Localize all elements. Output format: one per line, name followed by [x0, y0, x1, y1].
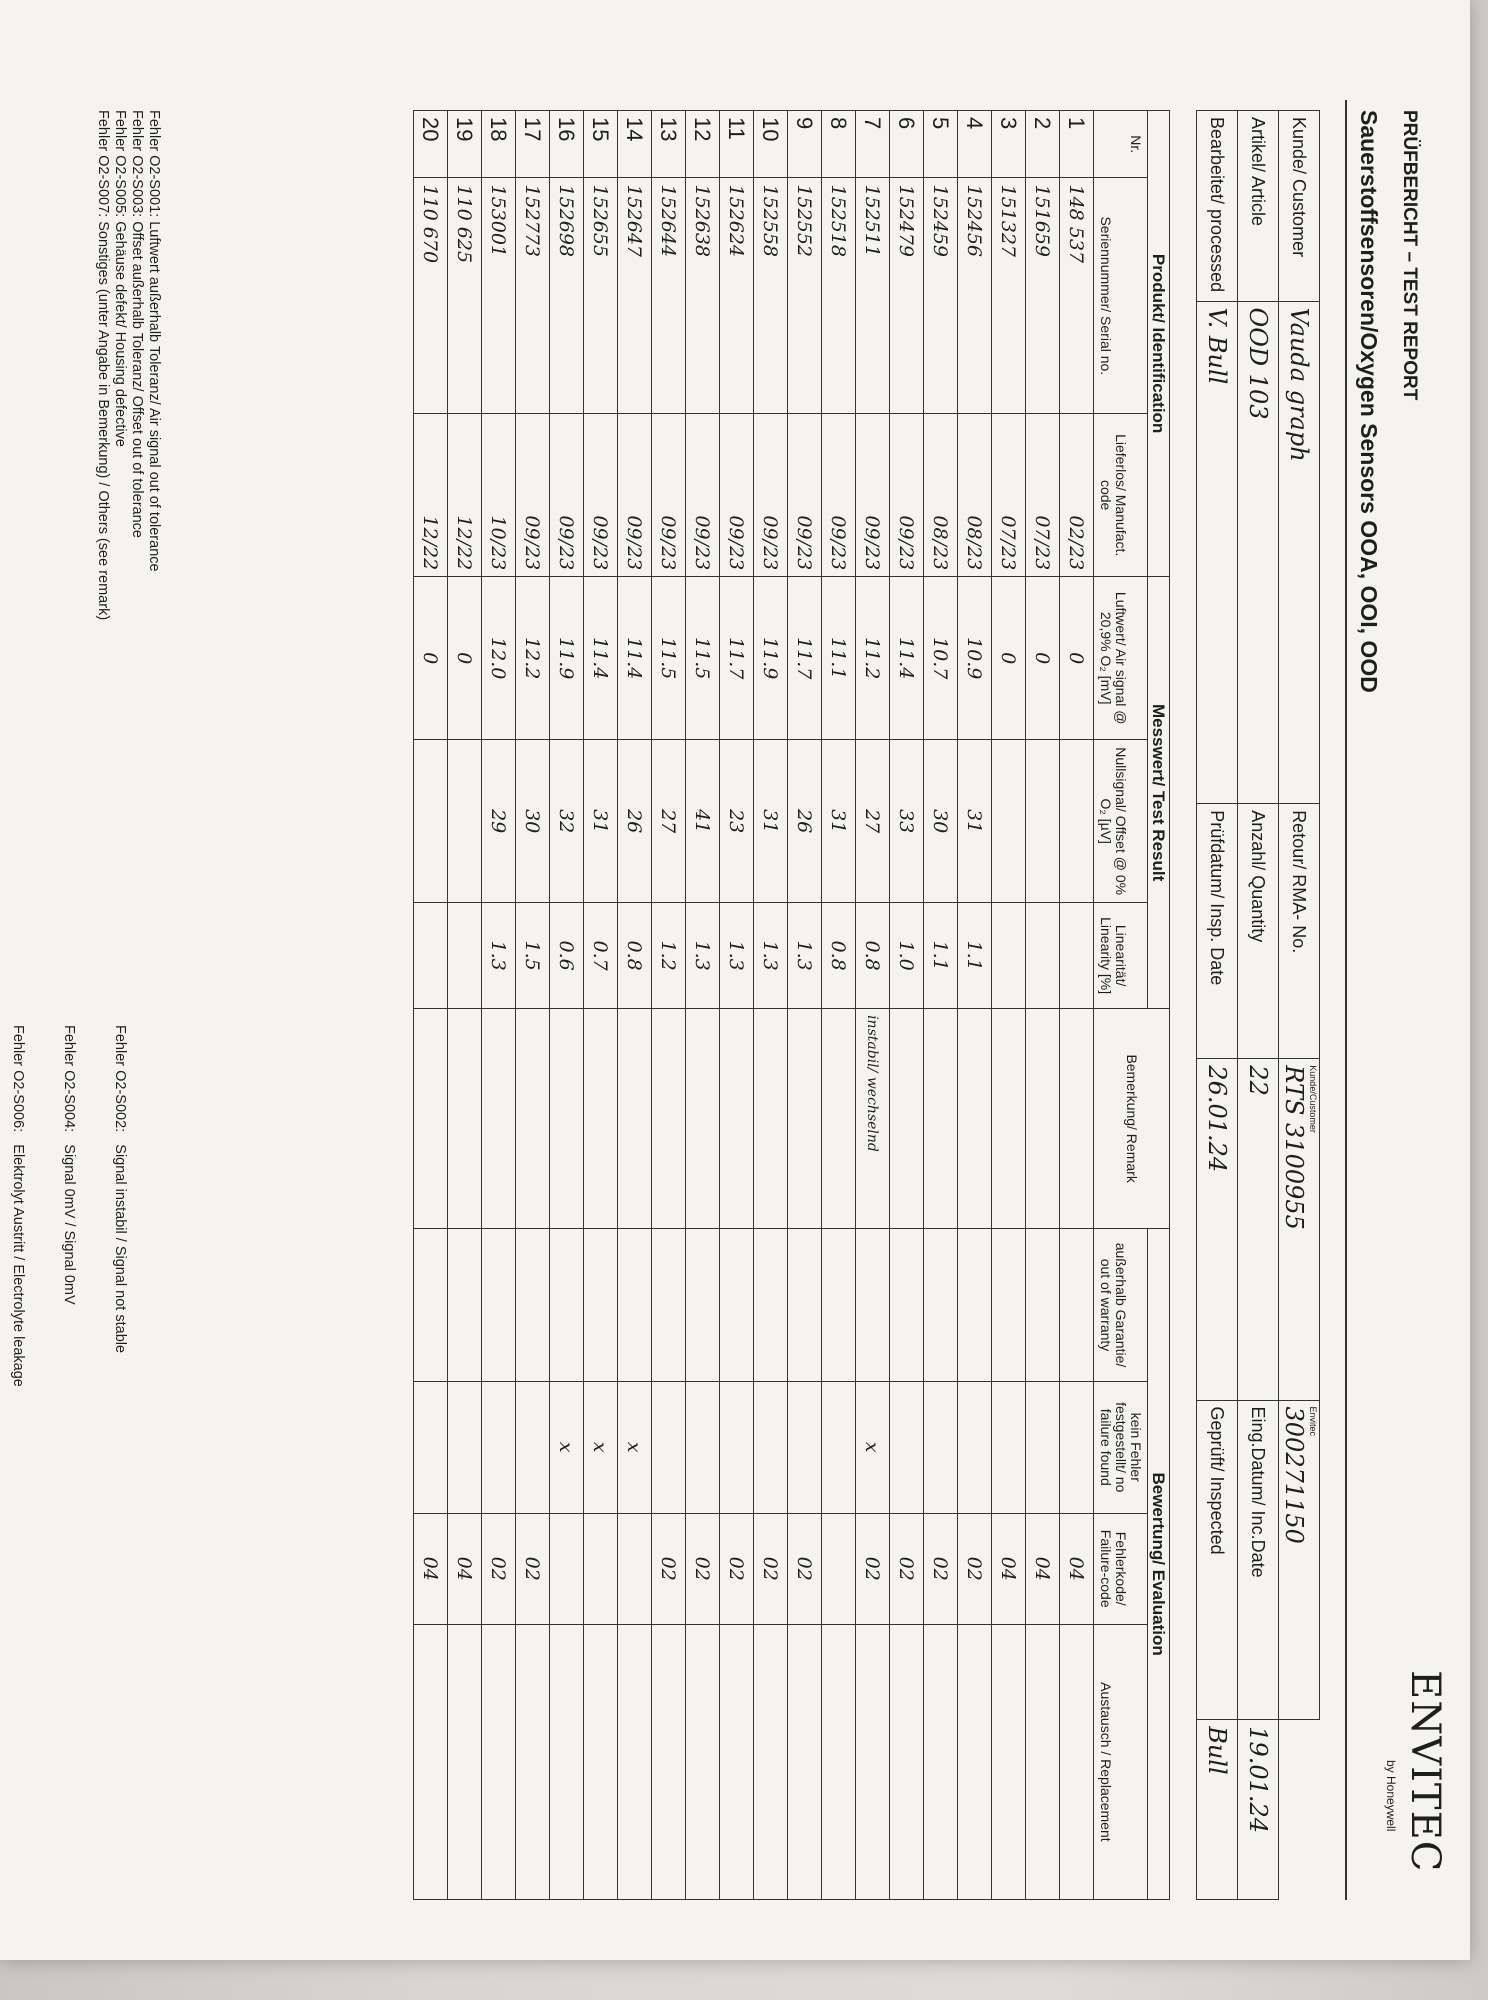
remark-cell [414, 1009, 448, 1229]
remark-cell [618, 1009, 652, 1229]
customer-value: Vauda graph [1279, 301, 1320, 804]
legend-right [0, 1025, 162, 1387]
incdate-value: 19.01.24 [1238, 1720, 1279, 1900]
table-row [482, 111, 516, 1900]
serial-cell: 152558 [754, 178, 788, 414]
air-signal-cell: 11.4 [618, 577, 652, 740]
serial-cell: 110 625 [448, 178, 482, 414]
serial-cell: 151327 [992, 178, 1026, 414]
air-signal-cell: 11.4 [584, 577, 618, 740]
table-row [448, 111, 482, 1900]
air-signal-cell: 0 [1026, 577, 1060, 740]
no-failure-cell [1026, 1381, 1060, 1513]
linearity-cell: 0.8 [856, 903, 890, 1009]
remark-cell [448, 1009, 482, 1229]
serial-cell: 152647 [618, 178, 652, 414]
out-of-warranty-cell [788, 1229, 822, 1382]
manufact-cell: 09/23 [720, 414, 754, 577]
remark-cell [958, 1009, 992, 1229]
no-failure-cell [686, 1381, 720, 1513]
air-signal-cell: 11.5 [686, 577, 720, 740]
manufact-cell: 09/23 [822, 414, 856, 577]
results-table [413, 110, 1170, 1900]
out-of-warranty-cell [890, 1229, 924, 1382]
rma-envitec-cell [1279, 1400, 1320, 1720]
remark-cell [1026, 1009, 1060, 1229]
table-row [992, 111, 1026, 1900]
row-number: 15 [584, 111, 618, 178]
failure-code-cell: 02 [482, 1513, 516, 1624]
remark-cell [924, 1009, 958, 1229]
replacement-cell [652, 1624, 686, 1899]
serial-cell: 148 537 [1060, 178, 1094, 414]
air-signal-cell: 0 [414, 577, 448, 740]
offset-cell: 31 [822, 740, 856, 903]
brand-subtitle: by Honeywell [1384, 1760, 1398, 1832]
replacement-cell [924, 1624, 958, 1899]
incdate-label: Eing.Datum/ Inc.Date [1238, 1400, 1279, 1720]
out-of-warranty-cell [720, 1229, 754, 1382]
manufact-cell: 08/23 [924, 414, 958, 577]
offset-cell: 33 [890, 740, 924, 903]
replacement-cell [958, 1624, 992, 1899]
linearity-cell: 1.3 [788, 903, 822, 1009]
serial-cell: 152479 [890, 178, 924, 414]
serial-cell: 152638 [686, 178, 720, 414]
linearity-cell: 0.7 [584, 903, 618, 1009]
rma-customer-small-label: Kunde/Customer [1308, 1065, 1318, 1133]
manufact-cell: 02/23 [1060, 414, 1094, 577]
failure-code-cell: 02 [754, 1513, 788, 1624]
rma-customer-value: RTS 3100955 [1280, 1065, 1308, 1230]
replacement-cell [1060, 1624, 1094, 1899]
linearity-cell: 1.0 [890, 903, 924, 1009]
customer-label: Kunde/ Customer [1279, 111, 1320, 302]
quantity-value: 22 [1238, 1059, 1279, 1400]
linearity-cell [1060, 903, 1094, 1009]
brand-logo: ENVITEC [1402, 1670, 1448, 1873]
replacement-cell [1026, 1624, 1060, 1899]
legend-s007: Fehler O2-S007: Sonstiges (unter Angabe in Bemerkung) / Others (see remark) [95, 110, 111, 621]
manufact-cell: 09/23 [754, 414, 788, 577]
air-signal-cell: 11.9 [754, 577, 788, 740]
linearity-cell: 1.5 [516, 903, 550, 1009]
failure-code-cell: 02 [516, 1513, 550, 1624]
offset-cell: 31 [584, 740, 618, 903]
table-row [1026, 111, 1060, 1900]
offset-cell [448, 740, 482, 903]
remark-cell [754, 1009, 788, 1229]
replacement-cell [754, 1624, 788, 1899]
failure-code-cell [584, 1513, 618, 1624]
header-table [1196, 110, 1320, 1900]
serial-cell: 151659 [1026, 178, 1060, 414]
out-of-warranty-cell [414, 1229, 448, 1382]
remark-cell: instabil/ wechselnd [856, 1009, 890, 1229]
row-number: 8 [822, 111, 856, 178]
no-failure-cell [924, 1381, 958, 1513]
serial-header: Seriennummer/ Serial no. [1094, 178, 1148, 414]
no-failure-cell [482, 1381, 516, 1513]
failure-code-cell [618, 1513, 652, 1624]
row-number: 9 [788, 111, 822, 178]
linearity-cell: 1.2 [652, 903, 686, 1009]
offset-cell: 26 [788, 740, 822, 903]
manufact-cell: 12/22 [414, 414, 448, 577]
serial-cell: 152624 [720, 178, 754, 414]
manufact-cell: 09/23 [686, 414, 720, 577]
remark-cell [686, 1009, 720, 1229]
replacement-cell [856, 1624, 890, 1899]
manufact-cell: 07/23 [1026, 414, 1060, 577]
air-signal-cell: 11.9 [550, 577, 584, 740]
air-signal-cell: 0 [448, 577, 482, 740]
replacement-cell [890, 1624, 924, 1899]
no-failure-cell: x [584, 1381, 618, 1513]
manufact-cell: 07/23 [992, 414, 1026, 577]
remark-cell [482, 1009, 516, 1229]
processed-label: Bearbeitet/ processed [1197, 111, 1238, 302]
remark-cell [720, 1009, 754, 1229]
row-number: 3 [992, 111, 1026, 178]
linearity-cell: 0.6 [550, 903, 584, 1009]
offset-header: Nullsignal/ Offset @ 0% O₂ [µV] [1094, 740, 1148, 903]
failure-code-cell [822, 1513, 856, 1624]
failure-code-cell: 04 [414, 1513, 448, 1624]
out-of-warranty-cell [856, 1229, 890, 1382]
failure-code-cell: 02 [720, 1513, 754, 1624]
offset-cell: 29 [482, 740, 516, 903]
row-number: 13 [652, 111, 686, 178]
replacement-cell [686, 1624, 720, 1899]
serial-cell: 152456 [958, 178, 992, 414]
report-subtitle: Sauerstoffsensoren/Oxygen Sensors OOA, OOI, OOD [1356, 110, 1382, 693]
offset-cell: 27 [652, 740, 686, 903]
legend-s001: Fehler O2-S001: Luftwert außerhalb Toleranz/ Air signal out of tolerance [146, 110, 162, 572]
remark-cell [822, 1009, 856, 1229]
no-failure-cell [720, 1381, 754, 1513]
row-number: 1 [1060, 111, 1094, 178]
replacement-cell [414, 1624, 448, 1899]
inspdate-label: Prüfdatum/ Insp. Date [1197, 804, 1238, 1059]
out-of-warranty-cell [448, 1229, 482, 1382]
offset-cell [1060, 740, 1094, 903]
linearity-cell: 0.8 [822, 903, 856, 1009]
remark-cell [584, 1009, 618, 1229]
replacement-header: Austausch / Replacement [1094, 1624, 1148, 1899]
table-row [788, 111, 822, 1900]
out-of-warranty-cell [686, 1229, 720, 1382]
table-row [550, 111, 584, 1900]
processed-value: V. Bull [1197, 301, 1238, 804]
failure-code-cell: 02 [890, 1513, 924, 1624]
offset-cell [992, 740, 1026, 903]
manufact-cell: 09/23 [652, 414, 686, 577]
table-row [720, 111, 754, 1900]
remark-cell [1060, 1009, 1094, 1229]
row-number: 2 [1026, 111, 1060, 178]
out-of-warranty-cell [482, 1229, 516, 1382]
failure-code-cell: 04 [1026, 1513, 1060, 1624]
out-of-warranty-cell [822, 1229, 856, 1382]
table-row [754, 111, 788, 1900]
air-signal-cell: 10.9 [958, 577, 992, 740]
serial-cell: 152459 [924, 178, 958, 414]
row-number: 12 [686, 111, 720, 178]
row-number: 10 [754, 111, 788, 178]
legend-s005: Fehler O2-S005: Gehäuse defekt/ Housing defective [112, 110, 128, 447]
offset-cell [1026, 740, 1060, 903]
no-failure-header: kein Fehler festgestellt/ no failure found [1094, 1381, 1148, 1513]
row-number: 20 [414, 111, 448, 178]
legend-s004: Fehler O2-S004: Signal 0mV / Signal 0mV [61, 1025, 77, 1305]
no-failure-cell: x [550, 1381, 584, 1513]
serial-cell: 152655 [584, 178, 618, 414]
replacement-cell [992, 1624, 1026, 1899]
no-failure-cell [992, 1381, 1026, 1513]
failure-code-cell: 02 [788, 1513, 822, 1624]
serial-cell: 152644 [652, 178, 686, 414]
no-failure-cell [822, 1381, 856, 1513]
no-failure-cell [414, 1381, 448, 1513]
air-signal-cell: 11.7 [720, 577, 754, 740]
air-signal-cell: 10.7 [924, 577, 958, 740]
group-product-header: Produkt/ Identification [1148, 111, 1170, 577]
serial-cell: 153001 [482, 178, 516, 414]
out-of-warranty-header: außerhalb Garantie/ out of warranty [1094, 1229, 1148, 1382]
rma-envitec-small-label: Envitec [1308, 1406, 1318, 1437]
offset-cell: 32 [550, 740, 584, 903]
row-number: 19 [448, 111, 482, 178]
table-row [822, 111, 856, 1900]
no-failure-cell [516, 1381, 550, 1513]
out-of-warranty-cell [1060, 1229, 1094, 1382]
replacement-cell [618, 1624, 652, 1899]
row-number: 11 [720, 111, 754, 178]
manufact-cell: 09/23 [516, 414, 550, 577]
serial-cell: 152773 [516, 178, 550, 414]
air-signal-cell: 11.2 [856, 577, 890, 740]
table-row [856, 111, 890, 1900]
air-signal-cell: 0 [992, 577, 1026, 740]
out-of-warranty-cell [958, 1229, 992, 1382]
legend-s002: Fehler O2-S002: Signal instabil / Signal not stable [112, 1025, 128, 1354]
linearity-header: Linearität/ Linearity [%] [1094, 903, 1148, 1009]
remark-header: Bemerkung/ Remark [1094, 1009, 1170, 1229]
offset-cell: 27 [856, 740, 890, 903]
nr-header: Nr. [1094, 111, 1148, 178]
inspdate-value: 26.01.24 [1197, 1059, 1238, 1400]
table-row [1060, 111, 1094, 1900]
manufact-cell: 09/23 [550, 414, 584, 577]
manufact-cell: 09/23 [890, 414, 924, 577]
group-measure-header: Messwert/ Test Result [1148, 577, 1170, 1009]
replacement-cell [482, 1624, 516, 1899]
replacement-cell [584, 1624, 618, 1899]
table-row [890, 111, 924, 1900]
failure-code-header: Fehlerkode/ Failure-code [1094, 1513, 1148, 1624]
no-failure-cell: x [618, 1381, 652, 1513]
out-of-warranty-cell [618, 1229, 652, 1382]
air-signal-cell: 11.7 [788, 577, 822, 740]
out-of-warranty-cell [1026, 1229, 1060, 1382]
linearity-cell [448, 903, 482, 1009]
no-failure-cell: x [856, 1381, 890, 1513]
remark-cell [788, 1009, 822, 1229]
replacement-cell [822, 1624, 856, 1899]
inspected-value: Bull [1197, 1720, 1238, 1900]
table-row [584, 111, 618, 1900]
out-of-warranty-cell [924, 1229, 958, 1382]
no-failure-cell [890, 1381, 924, 1513]
article-label: Artikel/ Article [1238, 111, 1279, 302]
quantity-label: Anzahl/ Quantity [1238, 804, 1279, 1059]
row-number: 16 [550, 111, 584, 178]
air-signal-cell: 11.5 [652, 577, 686, 740]
offset-cell: 31 [754, 740, 788, 903]
manufact-cell: 09/23 [856, 414, 890, 577]
replacement-cell [720, 1624, 754, 1899]
replacement-cell [788, 1624, 822, 1899]
no-failure-cell [754, 1381, 788, 1513]
manufact-cell: 08/23 [958, 414, 992, 577]
replacement-cell [448, 1624, 482, 1899]
failure-code-cell [550, 1513, 584, 1624]
failure-code-cell: 02 [958, 1513, 992, 1624]
failure-code-cell: 04 [992, 1513, 1026, 1624]
failure-code-cell: 02 [856, 1513, 890, 1624]
failure-code-cell: 04 [1060, 1513, 1094, 1624]
table-row [618, 111, 652, 1900]
failure-code-cell: 02 [924, 1513, 958, 1624]
remark-cell [516, 1009, 550, 1229]
linearity-cell [414, 903, 448, 1009]
out-of-warranty-cell [754, 1229, 788, 1382]
manufact-header: Lieferlos/ Manufact. code [1094, 414, 1148, 577]
linearity-cell: 1.1 [958, 903, 992, 1009]
row-number: 18 [482, 111, 516, 178]
results-body [414, 111, 1094, 1900]
remark-cell [890, 1009, 924, 1229]
replacement-cell [550, 1624, 584, 1899]
article-value: OOD 103 [1238, 301, 1279, 804]
remark-cell [992, 1009, 1026, 1229]
no-failure-cell [788, 1381, 822, 1513]
no-failure-cell [1060, 1381, 1094, 1513]
air-signal-cell: 12.0 [482, 577, 516, 740]
table-row [958, 111, 992, 1900]
table-row [516, 111, 550, 1900]
serial-cell: 152698 [550, 178, 584, 414]
offset-cell: 30 [516, 740, 550, 903]
out-of-warranty-cell [992, 1229, 1026, 1382]
linearity-cell: 1.3 [686, 903, 720, 1009]
no-failure-cell [958, 1381, 992, 1513]
table-row [686, 111, 720, 1900]
linearity-cell: 1.3 [482, 903, 516, 1009]
group-eval-header: Bewertung/ Evaluation [1148, 1229, 1170, 1900]
offset-cell: 23 [720, 740, 754, 903]
legend-s003: Fehler O2-S003: Offset außerhalb Toleranz/ Offset out of tolerance [129, 110, 145, 538]
row-number: 14 [618, 111, 652, 178]
rma-envitec-value: 300271150 [1280, 1406, 1308, 1544]
row-number: 7 [856, 111, 890, 178]
remark-cell [652, 1009, 686, 1229]
rma-label: Retour/ RMA- No. [1279, 804, 1320, 1059]
legend-left [94, 110, 162, 620]
offset-cell: 26 [618, 740, 652, 903]
legend-s006: Fehler O2-S006: Elektrolyt Austritt / Electrolyte leakage [10, 1025, 26, 1387]
table-row [414, 111, 448, 1900]
offset-cell: 30 [924, 740, 958, 903]
linearity-cell [992, 903, 1026, 1009]
linearity-cell: 1.3 [720, 903, 754, 1009]
title-rule [1346, 100, 1348, 1900]
linearity-cell: 1.1 [924, 903, 958, 1009]
air-signal-cell: 11.4 [890, 577, 924, 740]
row-number: 4 [958, 111, 992, 178]
table-row [924, 111, 958, 1900]
air-signal-cell: 11.1 [822, 577, 856, 740]
linearity-cell [1026, 903, 1060, 1009]
offset-cell: 41 [686, 740, 720, 903]
no-failure-cell [448, 1381, 482, 1513]
row-number: 5 [924, 111, 958, 178]
air-signal-header: Luftwert/ Air signal @ 20,9% O₂ [mV] [1094, 577, 1148, 740]
manufact-cell: 09/23 [584, 414, 618, 577]
manufact-cell: 09/23 [788, 414, 822, 577]
serial-cell: 152518 [822, 178, 856, 414]
manufact-cell: 12/22 [448, 414, 482, 577]
air-signal-cell: 0 [1060, 577, 1094, 740]
table-row [652, 111, 686, 1900]
linearity-cell: 1.3 [754, 903, 788, 1009]
out-of-warranty-cell [652, 1229, 686, 1382]
out-of-warranty-cell [516, 1229, 550, 1382]
failure-code-cell: 02 [652, 1513, 686, 1624]
serial-cell: 110 670 [414, 178, 448, 414]
rma-customer-cell [1279, 1059, 1320, 1400]
no-failure-cell [652, 1381, 686, 1513]
serial-cell: 152552 [788, 178, 822, 414]
remark-cell [550, 1009, 584, 1229]
row-number: 6 [890, 111, 924, 178]
serial-cell: 152511 [856, 178, 890, 414]
out-of-warranty-cell [584, 1229, 618, 1382]
manufact-cell: 09/23 [618, 414, 652, 577]
failure-code-cell: 04 [448, 1513, 482, 1624]
air-signal-cell: 12.2 [516, 577, 550, 740]
inspected-label: Geprüft/ Inspected [1197, 1400, 1238, 1720]
report-title: PRÜFBERICHT – TEST REPORT [1399, 110, 1420, 401]
out-of-warranty-cell [550, 1229, 584, 1382]
replacement-cell [516, 1624, 550, 1899]
failure-code-cell: 02 [686, 1513, 720, 1624]
linearity-cell: 0.8 [618, 903, 652, 1009]
test-report-document [10, 70, 1448, 1950]
offset-cell [414, 740, 448, 903]
manufact-cell: 10/23 [482, 414, 516, 577]
offset-cell: 31 [958, 740, 992, 903]
row-number: 17 [516, 111, 550, 178]
